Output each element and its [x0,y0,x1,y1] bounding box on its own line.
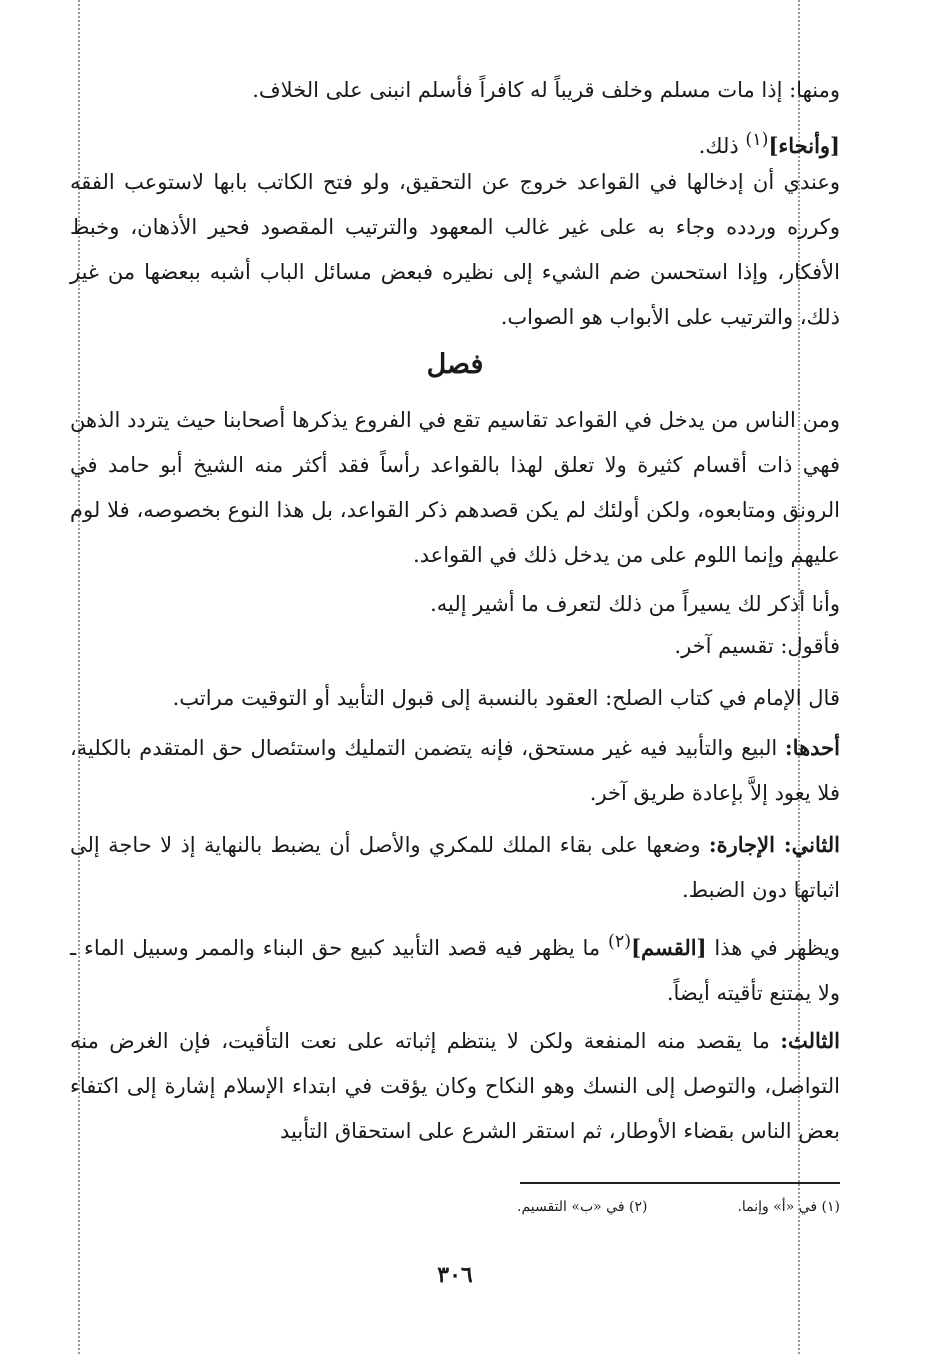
footnote-ref-2: (٢) [608,932,632,952]
paragraph-8-label: أحدها: [784,735,840,760]
paragraph-2-text: ذلك. [698,134,746,158]
footnote-ref-1: (١) [745,130,769,150]
footnotes [70,1196,840,1218]
paragraph-9 [70,822,840,913]
paragraph-11-text: ما يقصد منه المنفعة ولكن لا ينتظم إثباته على نعت التأقيت، فإن الغرض منه التواصل، والتوصل إلى النسك وهو النكاح وكان يؤقت في ابتداء الإسلام إشارة إلى اكتفاء بعض الناس بقضاء الأوطار، ثم استقر الشرع على استحقاق التأبيد [70,1029,840,1143]
paragraph-5 [70,582,840,627]
paragraph-8-text: البيع والتأبيد فيه غير مستحق، فإنه يتضمن التمليك واستئصال حق المتقدم بالكلية، فلا يعود إلاَّ بإعادة طريق آخر. [70,736,840,805]
paragraph-3 [70,160,840,340]
paragraph-11 [70,1018,840,1154]
section-heading: فصل [426,349,484,380]
paragraph-1-text: ومنها: إذا مات مسلم وخلف قريباً له كافراً فأسلم انبنى على الخلاف. [252,78,840,102]
paragraph-10-before: ويظهر في هذا [706,936,841,960]
paragraph-11-label: الثالث: [780,1028,840,1053]
paragraph-4 [70,398,840,578]
paragraph-6-text: فأقول: تقسيم آخر. [674,634,840,658]
paragraph-1 [70,68,840,113]
footnote-divider [520,1182,840,1184]
page-number: ٣٠٦ [437,1262,473,1288]
paragraph-7-text: قال الإمام في كتاب الصلح: العقود بالنسبة إلى قبول التأبيد أو التوقيت مراتب. [172,686,840,710]
paragraph-3-text: وعندي أن إدخالها في القواعد خروج عن التحقيق، ولو فتح الكاتب بابها لاستوعب الفقه وكرره وردده وجاء به على غير غالب المعهود والترتيب المقصود فحير الأذهان، وخبط الأفكار، وإذا استحسن ضم الشيء إلى نظيره فبعض مسائل الباب أشبه ببعضها من غير ذلك، والترتيب على الأبواب هو الصواب. [70,170,840,329]
paragraph-9-label: الثاني: الإجارة: [708,832,840,857]
paragraph-2-label: [وأنحاء] [768,133,840,158]
paragraph-7 [70,676,840,721]
paragraph-10 [70,920,840,1016]
paragraph-9-text: وضعها على بقاء الملك للمكري والأصل أن يضبط بالنهاية إذ لا حاجة إلى اثباتها دون الضبط. [70,833,840,902]
paragraph-5-text: وأنا أذكر لك يسيراً من ذلك لتعرف ما أشير إليه. [430,592,840,616]
paragraph-8 [70,725,840,816]
paragraph-10-text: ما يظهر فيه قصد التأبيد كبيع حق البناء والممر وسبيل الماء ـ ولا يمتنع تأقيته أيضاً. [70,936,840,1005]
book-page [70,0,840,1354]
footnote-1: (١) في «أ» وإنما. [737,1199,840,1215]
paragraph-6 [70,624,840,669]
footnote-2: (٢) في «ب» التقسيم. [517,1199,648,1215]
paragraph-4-text: ومن الناس من يدخل في القواعد تقاسيم تقع في الفروع يذكرها أصحابنا حيث يتردد الذهن فهي ذات أقسام كثيرة ولا تعلق لهذا بالقواعد رأساً فقد أكثر منه الشيخ أبو حامد في الرونق ومتابعوه، ولكن أولئك لم يكن قصدهم ذكر القواعد، بل هذا النوع بخصوصه، فلا لوم عليهم وإنما اللوم على من يدخل ذلك في القواعد. [70,408,840,567]
paragraph-10-label: [القسم] [631,935,707,960]
